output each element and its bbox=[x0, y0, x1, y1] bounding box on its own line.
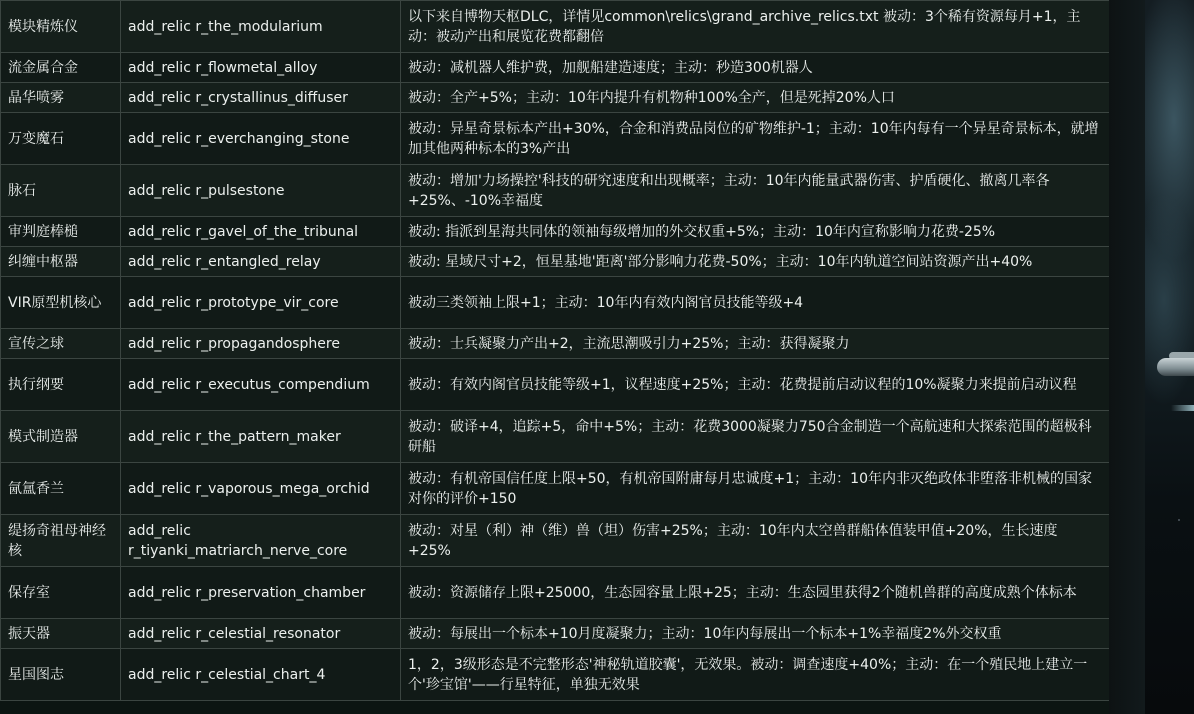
relic-name: 星国图志 bbox=[1, 649, 121, 701]
table-row bbox=[1, 165, 1110, 217]
relic-name: 万变魔石 bbox=[1, 113, 121, 165]
background-shadow bbox=[1109, 0, 1145, 714]
relic-command: add_relic r_prototype_vir_core bbox=[121, 277, 401, 329]
relic-command: add_relic r_celestial_chart_4 bbox=[121, 649, 401, 701]
relic-name: 审判庭棒槌 bbox=[1, 217, 121, 247]
relic-name: 纠缠中枢器 bbox=[1, 247, 121, 277]
relic-command: add_relic r_the_modularium bbox=[121, 1, 401, 53]
table-row bbox=[1, 515, 1110, 567]
relic-name: 执行纲要 bbox=[1, 359, 121, 411]
relic-command: add_relic r_the_pattern_maker bbox=[121, 411, 401, 463]
relic-description: 以下来自博物天枢DLC，详情见common\relics\grand_archive_relics.txt 被动：3个稀有资源每月+1，主动：被动产出和展览花费都翻倍 bbox=[401, 1, 1110, 53]
table-row bbox=[1, 329, 1110, 359]
relic-command: add_relic r_vaporous_mega_orchid bbox=[121, 463, 401, 515]
relic-command: add_relic r_crystallinus_diffuser bbox=[121, 83, 401, 113]
relic-command: add_relic r_pulsestone bbox=[121, 165, 401, 217]
relic-name: 脉石 bbox=[1, 165, 121, 217]
table-row bbox=[1, 1, 1110, 53]
relic-command: add_relic r_propagandosphere bbox=[121, 329, 401, 359]
table-row bbox=[1, 649, 1110, 701]
relic-description: 被动：每展出一个标本+10月度凝聚力；主动：10年内每展出一个标本+1%幸福度2%外交权重 bbox=[401, 619, 1110, 649]
table-row bbox=[1, 567, 1110, 619]
relic-command: add_relic r_tiyanki_matriarch_nerve_core bbox=[121, 515, 401, 567]
relic-name: 宣传之球 bbox=[1, 329, 121, 359]
relic-command: add_relic r_preservation_chamber bbox=[121, 567, 401, 619]
engine-glow-icon bbox=[1171, 405, 1194, 411]
relic-description: 被动：破译+4，追踪+5，命中+5%；主动：花费3000凝聚力750合金制造一个高航速和大探索范围的超极科研船 bbox=[401, 411, 1110, 463]
relic-name: VIR原型机核心 bbox=[1, 277, 121, 329]
table-row bbox=[1, 463, 1110, 515]
space-background-image bbox=[1109, 0, 1194, 714]
relic-description: 被动：对星（利）神（维）兽（坦）伤害+25%；主动：10年内太空兽群船体值装甲值+20%，生长速度+25% bbox=[401, 515, 1110, 567]
relic-command: add_relic r_entangled_relay bbox=[121, 247, 401, 277]
relic-description: 被动：增加'力场操控'科技的研究速度和出现概率；主动：10年内能量武器伤害、护盾硬化、撤离几率各+25%、-10%幸福度 bbox=[401, 165, 1110, 217]
starship-hull-icon bbox=[1157, 358, 1194, 376]
table-row bbox=[1, 359, 1110, 411]
table-row bbox=[1, 217, 1110, 247]
relic-command: add_relic r_celestial_resonator bbox=[121, 619, 401, 649]
relic-description: 被动：异星奇景标本产出+30%，合金和消费品岗位的矿物维护-1；主动：10年内每有一个异星奇景标本，就增加其他两种标本的3%产出 bbox=[401, 113, 1110, 165]
relic-description: 被动：有效内阁官员技能等级+1，议程速度+25%；主动：花费提前启动议程的10%凝聚力来提前启动议程 bbox=[401, 359, 1110, 411]
relic-description: 被动：资源储存上限+25000，生态园容量上限+25；主动：生态园里获得2个随机兽群的高度成熟个体标本 bbox=[401, 567, 1110, 619]
table-row bbox=[1, 83, 1110, 113]
relic-description: 被动：士兵凝聚力产出+2，主流思潮吸引力+25%；主动：获得凝聚力 bbox=[401, 329, 1110, 359]
table-row bbox=[1, 247, 1110, 277]
table-row bbox=[1, 277, 1110, 329]
relic-command: add_relic r_flowmetal_alloy bbox=[121, 53, 401, 83]
relic-name: 振天器 bbox=[1, 619, 121, 649]
relic-description: 被动: 星域尺寸+2，恒星基地'距离'部分影响力花费-50%；主动：10年内轨道空间站资源产出+40% bbox=[401, 247, 1110, 277]
relic-description: 被动：减机器人维护费，加舰船建造速度；主动：秒造300机器人 bbox=[401, 53, 1110, 83]
relic-name: 保存室 bbox=[1, 567, 121, 619]
relic-description: 被动三类领袖上限+1；主动：10年内有效内阁官员技能等级+4 bbox=[401, 277, 1110, 329]
table-row bbox=[1, 113, 1110, 165]
relic-name: 模块精炼仪 bbox=[1, 1, 121, 53]
relic-command: add_relic r_executus_compendium bbox=[121, 359, 401, 411]
relic-description: 被动: 指派到星海共同体的领袖每级增加的外交权重+5%；主动：10年内宣称影响力花费-25% bbox=[401, 217, 1110, 247]
relic-name: 氤氲香兰 bbox=[1, 463, 121, 515]
relic-name: 模式制造器 bbox=[1, 411, 121, 463]
relic-name: 缇扬奇祖母神经核 bbox=[1, 515, 121, 567]
relic-command: add_relic r_everchanging_stone bbox=[121, 113, 401, 165]
table-row bbox=[1, 619, 1110, 649]
relic-description: 被动：全产+5%；主动：10年内提升有机物种100%全产，但是死掉20%人口 bbox=[401, 83, 1110, 113]
relic-command: add_relic r_gavel_of_the_tribunal bbox=[121, 217, 401, 247]
table-row bbox=[1, 411, 1110, 463]
relic-description: 被动：有机帝国信任度上限+50，有机帝国附庸每月忠诚度+1；主动：10年内非灭绝政体非堕落非机械的国家对你的评价+150 bbox=[401, 463, 1110, 515]
relic-name: 流金属合金 bbox=[1, 53, 121, 83]
relic-description: 1，2，3级形态是不完整形态'神秘轨道胶囊'，无效果。被动：调查速度+40%；主动：在一个殖民地上建立一个'珍宝馆'——行星特征，单独无效果 bbox=[401, 649, 1110, 701]
table-row bbox=[1, 53, 1110, 83]
relic-name: 晶华喷雾 bbox=[1, 83, 121, 113]
